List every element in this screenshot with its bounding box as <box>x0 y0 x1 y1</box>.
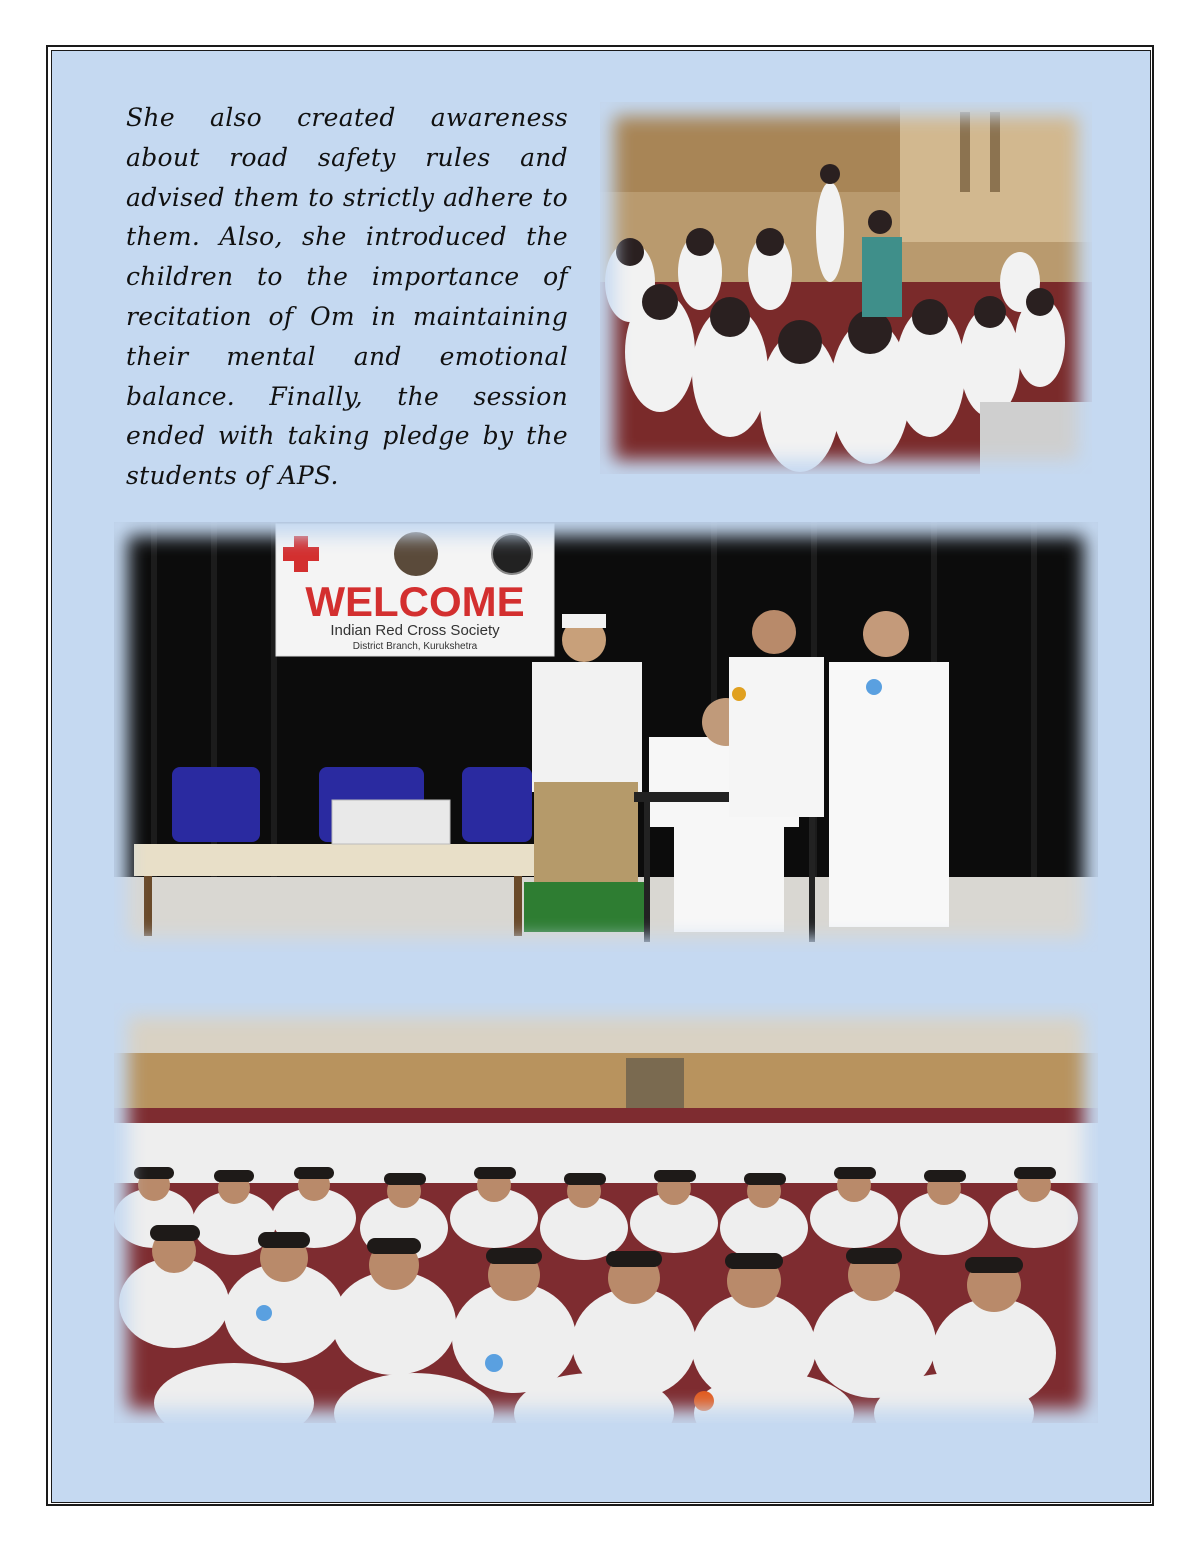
photo-students-auditorium-bottom-image <box>114 1003 1098 1423</box>
banner-branch-text: District Branch, Kurukshetra <box>352 641 478 652</box>
photo-first-aid-demo-image <box>114 522 1098 952</box>
body-paragraph: She also created awareness about road safety rules and advised them to strictly adhere to them. Also, she introduced the children to the importance of recitation of Om in maintaining their mental and emotional balance. Finally, the session ended with taking pledge by the students of APS. <box>126 103 568 491</box>
banner-welcome-text: WELCOME <box>305 578 525 625</box>
banner-org-text: Indian Red Cross Society <box>330 622 500 639</box>
photo-students-auditorium-top-image <box>600 102 1092 474</box>
photo-first-aid-demo <box>114 522 1098 952</box>
photo-students-auditorium-top <box>600 102 1092 474</box>
photo-students-auditorium-bottom <box>114 1003 1098 1423</box>
